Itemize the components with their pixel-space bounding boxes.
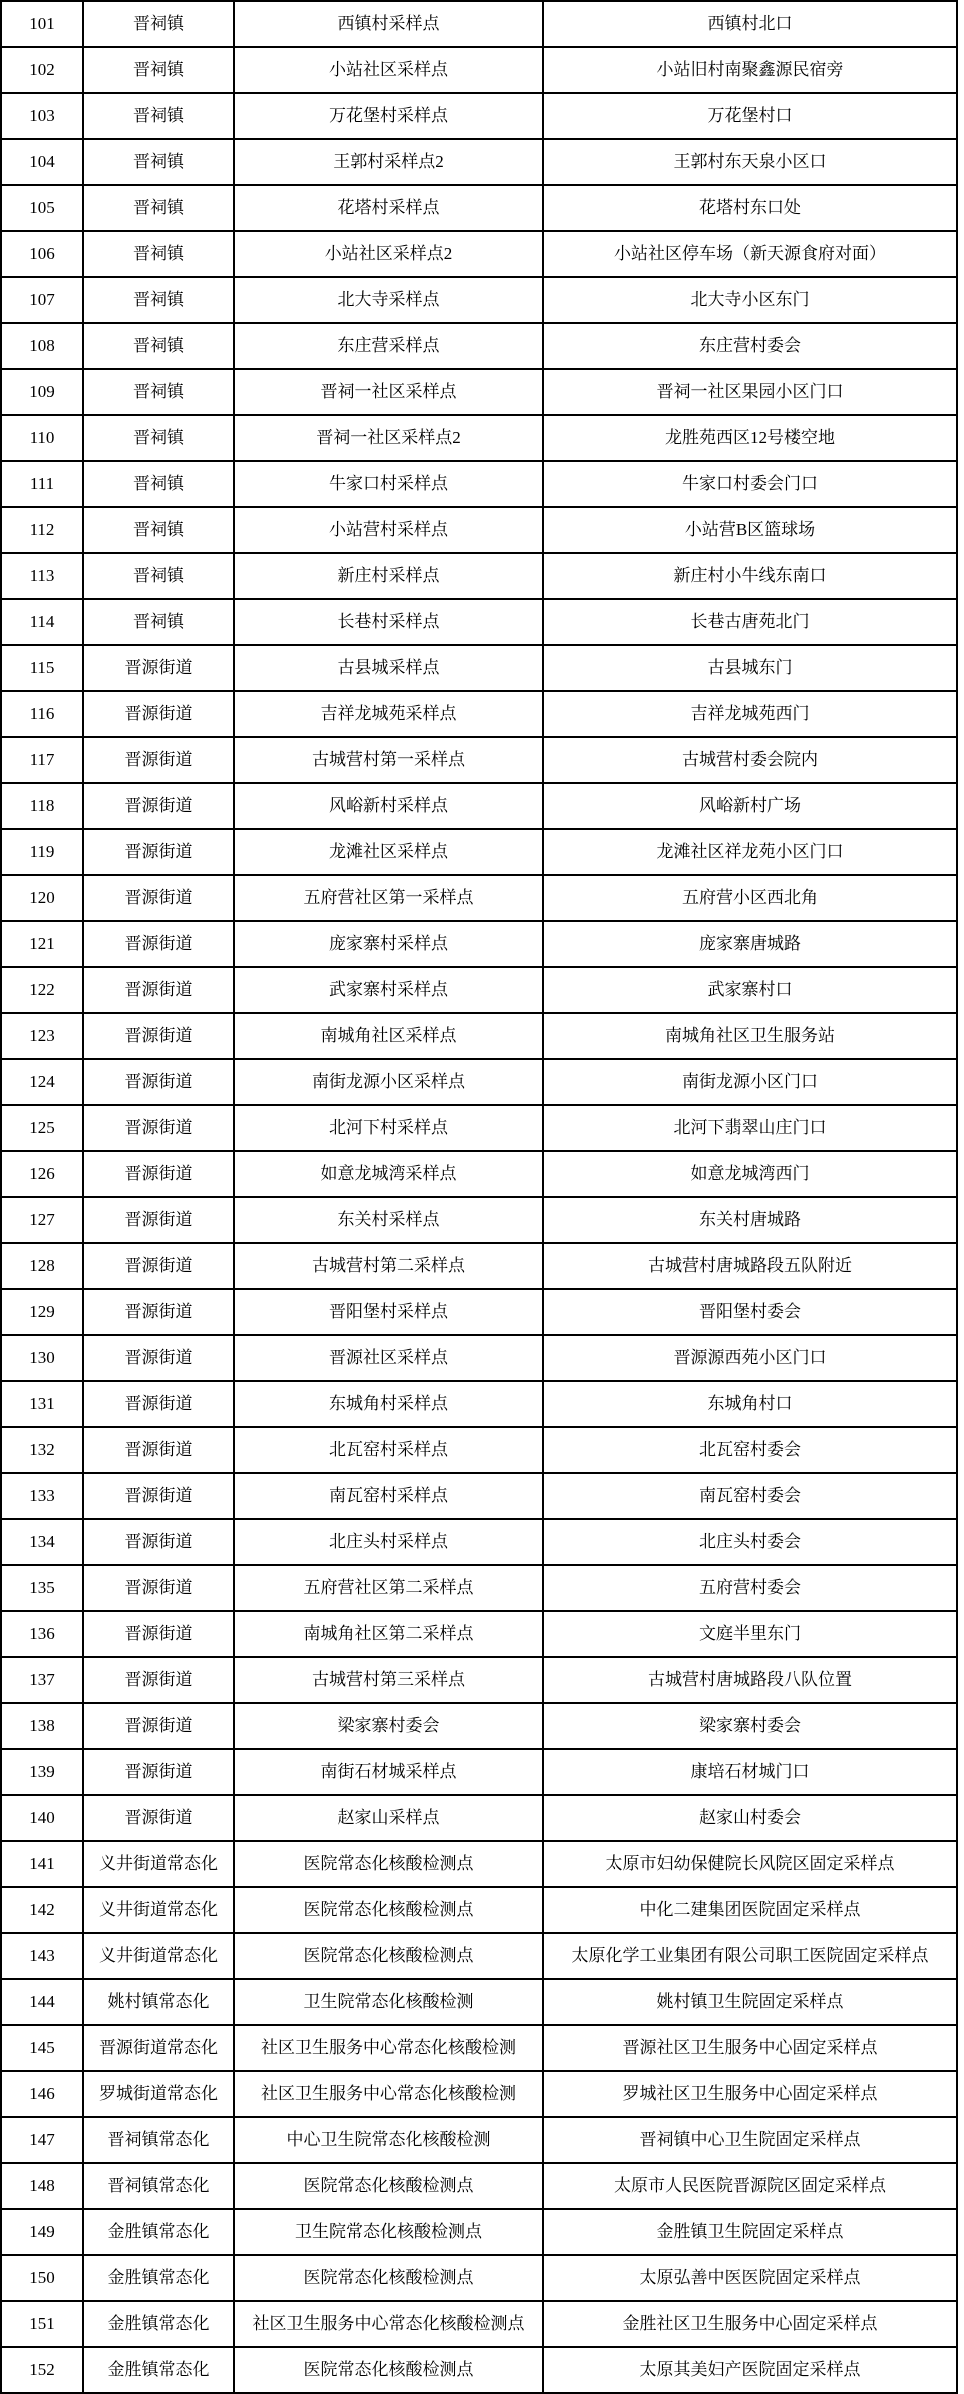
district-cell: 晋祠镇 [83,277,234,323]
row-number-cell: 110 [1,415,83,461]
site-name-cell: 花塔村采样点 [234,185,543,231]
table-row [1,829,957,875]
table-row [1,1887,957,1933]
location-cell: 文庭半里东门 [543,1611,957,1657]
location-cell: 万花堡村口 [543,93,957,139]
district-cell: 金胜镇常态化 [83,2347,234,2393]
site-name-cell: 古城营村第二采样点 [234,1243,543,1289]
location-cell: 龙胜苑西区12号楼空地 [543,415,957,461]
location-cell: 晋阳堡村委会 [543,1289,957,1335]
site-name-cell: 医院常态化核酸检测点 [234,1887,543,1933]
district-cell: 晋源街道 [83,875,234,921]
district-cell: 晋源街道 [83,1565,234,1611]
location-cell: 太原弘善中医医院固定采样点 [543,2255,957,2301]
table-row [1,2255,957,2301]
site-name-cell: 南城角社区采样点 [234,1013,543,1059]
district-cell: 晋祠镇 [83,1,234,47]
row-number-cell: 106 [1,231,83,277]
table-row [1,1381,957,1427]
district-cell: 晋祠镇 [83,185,234,231]
site-name-cell: 古城营村第一采样点 [234,737,543,783]
district-cell: 晋源街道 [83,783,234,829]
location-cell: 王郭村东天泉小区口 [543,139,957,185]
row-number-cell: 122 [1,967,83,1013]
row-number-cell: 117 [1,737,83,783]
table-row [1,2209,957,2255]
site-name-cell: 北庄头村采样点 [234,1519,543,1565]
location-cell: 牛家口村委会门口 [543,461,957,507]
table-row [1,967,957,1013]
district-cell: 金胜镇常态化 [83,2301,234,2347]
district-cell: 晋源街道 [83,1427,234,1473]
row-number-cell: 115 [1,645,83,691]
location-cell: 金胜镇卫生院固定采样点 [543,2209,957,2255]
location-cell: 北河下翡翠山庄门口 [543,1105,957,1151]
site-name-cell: 万花堡村采样点 [234,93,543,139]
district-cell: 晋源街道 [83,829,234,875]
table-row [1,2117,957,2163]
table-row [1,1657,957,1703]
district-cell: 晋源街道 [83,921,234,967]
district-cell: 姚村镇常态化 [83,1979,234,2025]
row-number-cell: 138 [1,1703,83,1749]
district-cell: 晋源街道 [83,691,234,737]
table-row [1,1749,957,1795]
district-cell: 义井街道常态化 [83,1933,234,1979]
district-cell: 晋源街道 [83,1795,234,1841]
location-cell: 赵家山村委会 [543,1795,957,1841]
site-name-cell: 南街石材城采样点 [234,1749,543,1795]
row-number-cell: 123 [1,1013,83,1059]
table-row [1,231,957,277]
row-number-cell: 146 [1,2071,83,2117]
row-number-cell: 101 [1,1,83,47]
table-row [1,1197,957,1243]
row-number-cell: 151 [1,2301,83,2347]
row-number-cell: 130 [1,1335,83,1381]
table-row [1,1565,957,1611]
table-row [1,139,957,185]
location-cell: 中化二建集团医院固定采样点 [543,1887,957,1933]
row-number-cell: 135 [1,1565,83,1611]
table-row [1,875,957,921]
district-cell: 晋源街道 [83,1703,234,1749]
table-row [1,1059,957,1105]
site-name-cell: 卫生院常态化核酸检测点 [234,2209,543,2255]
location-cell: 五府营小区西北角 [543,875,957,921]
row-number-cell: 145 [1,2025,83,2071]
location-cell: 南街龙源小区门口 [543,1059,957,1105]
table-row [1,1703,957,1749]
location-cell: 太原其美妇产医院固定采样点 [543,2347,957,2393]
row-number-cell: 134 [1,1519,83,1565]
location-cell: 东城角村口 [543,1381,957,1427]
location-cell: 庞家寨唐城路 [543,921,957,967]
site-name-cell: 北瓦窑村采样点 [234,1427,543,1473]
site-name-cell: 医院常态化核酸检测点 [234,1841,543,1887]
site-name-cell: 南瓦窑村采样点 [234,1473,543,1519]
row-number-cell: 133 [1,1473,83,1519]
row-number-cell: 131 [1,1381,83,1427]
district-cell: 晋源街道 [83,1381,234,1427]
site-name-cell: 中心卫生院常态化核酸检测 [234,2117,543,2163]
site-name-cell: 东城角村采样点 [234,1381,543,1427]
table-row [1,1335,957,1381]
site-name-cell: 长巷村采样点 [234,599,543,645]
site-name-cell: 吉祥龙城苑采样点 [234,691,543,737]
table-row [1,1611,957,1657]
table-row [1,645,957,691]
row-number-cell: 127 [1,1197,83,1243]
site-name-cell: 风峪新村采样点 [234,783,543,829]
district-cell: 晋源街道 [83,1243,234,1289]
district-cell: 罗城街道常态化 [83,2071,234,2117]
table-row [1,185,957,231]
table-row [1,1427,957,1473]
table-row [1,93,957,139]
site-name-cell: 晋祠一社区采样点 [234,369,543,415]
table-row [1,2071,957,2117]
row-number-cell: 116 [1,691,83,737]
site-name-cell: 医院常态化核酸检测点 [234,2163,543,2209]
location-cell: 长巷古唐苑北门 [543,599,957,645]
site-name-cell: 梁家寨村委会 [234,1703,543,1749]
row-number-cell: 107 [1,277,83,323]
table-row [1,323,957,369]
row-number-cell: 152 [1,2347,83,2393]
location-cell: 北庄头村委会 [543,1519,957,1565]
site-name-cell: 古县城采样点 [234,645,543,691]
site-name-cell: 庞家寨村采样点 [234,921,543,967]
row-number-cell: 113 [1,553,83,599]
location-cell: 新庄村小牛线东南口 [543,553,957,599]
row-number-cell: 137 [1,1657,83,1703]
table-row [1,1841,957,1887]
district-cell: 晋祠镇 [83,139,234,185]
site-name-cell: 南街龙源小区采样点 [234,1059,543,1105]
location-cell: 太原市人民医院晋源院区固定采样点 [543,2163,957,2209]
location-cell: 北大寺小区东门 [543,277,957,323]
location-cell: 小站社区停车场（新天源食府对面） [543,231,957,277]
table-row [1,277,957,323]
table-row [1,461,957,507]
table-row [1,921,957,967]
row-number-cell: 140 [1,1795,83,1841]
location-cell: 风峪新村广场 [543,783,957,829]
table-row [1,415,957,461]
district-cell: 晋源街道 [83,1611,234,1657]
location-cell: 太原化学工业集团有限公司职工医院固定采样点 [543,1933,957,1979]
site-name-cell: 武家寨村采样点 [234,967,543,1013]
site-name-cell: 小站社区采样点2 [234,231,543,277]
table-row [1,2163,957,2209]
site-name-cell: 北河下村采样点 [234,1105,543,1151]
table-row [1,47,957,93]
district-cell: 晋源街道 [83,1059,234,1105]
site-name-cell: 东庄营采样点 [234,323,543,369]
location-cell: 古城营村委会院内 [543,737,957,783]
row-number-cell: 103 [1,93,83,139]
table-row [1,507,957,553]
district-cell: 晋祠镇 [83,369,234,415]
row-number-cell: 114 [1,599,83,645]
table-row [1,783,957,829]
table-row [1,1473,957,1519]
district-cell: 晋祠镇常态化 [83,2163,234,2209]
site-name-cell: 西镇村采样点 [234,1,543,47]
row-number-cell: 124 [1,1059,83,1105]
row-number-cell: 126 [1,1151,83,1197]
table-row [1,691,957,737]
row-number-cell: 136 [1,1611,83,1657]
location-cell: 西镇村北口 [543,1,957,47]
row-number-cell: 141 [1,1841,83,1887]
site-name-cell: 五府营社区第一采样点 [234,875,543,921]
location-cell: 北瓦窑村委会 [543,1427,957,1473]
table-row [1,1289,957,1335]
district-cell: 晋源街道 [83,1473,234,1519]
row-number-cell: 144 [1,1979,83,2025]
row-number-cell: 139 [1,1749,83,1795]
district-cell: 晋源街道 [83,1657,234,1703]
district-cell: 晋源街道常态化 [83,2025,234,2071]
district-cell: 晋祠镇 [83,599,234,645]
site-name-cell: 社区卫生服务中心常态化核酸检测 [234,2025,543,2071]
site-name-cell: 如意龙城湾采样点 [234,1151,543,1197]
district-cell: 晋祠镇 [83,461,234,507]
table-row [1,1933,957,1979]
district-cell: 金胜镇常态化 [83,2209,234,2255]
site-name-cell: 牛家口村采样点 [234,461,543,507]
district-cell: 晋源街道 [83,1519,234,1565]
location-cell: 南城角社区卫生服务站 [543,1013,957,1059]
site-name-cell: 五府营社区第二采样点 [234,1565,543,1611]
table-row [1,2347,957,2393]
district-cell: 晋祠镇常态化 [83,2117,234,2163]
table-row [1,369,957,415]
table-row [1,599,957,645]
district-cell: 晋源街道 [83,967,234,1013]
location-cell: 梁家寨村委会 [543,1703,957,1749]
site-name-cell: 社区卫生服务中心常态化核酸检测点 [234,2301,543,2347]
location-cell: 康培石材城门口 [543,1749,957,1795]
location-cell: 姚村镇卫生院固定采样点 [543,1979,957,2025]
location-cell: 武家寨村口 [543,967,957,1013]
district-cell: 晋祠镇 [83,323,234,369]
site-name-cell: 东关村采样点 [234,1197,543,1243]
location-cell: 花塔村东口处 [543,185,957,231]
district-cell: 晋源街道 [83,1289,234,1335]
site-name-cell: 新庄村采样点 [234,553,543,599]
location-cell: 晋源源西苑小区门口 [543,1335,957,1381]
district-cell: 晋祠镇 [83,553,234,599]
location-cell: 晋祠一社区果园小区门口 [543,369,957,415]
row-number-cell: 143 [1,1933,83,1979]
row-number-cell: 104 [1,139,83,185]
row-number-cell: 111 [1,461,83,507]
row-number-cell: 128 [1,1243,83,1289]
location-cell: 晋祠镇中心卫生院固定采样点 [543,2117,957,2163]
site-name-cell: 医院常态化核酸检测点 [234,2255,543,2301]
table-row [1,2301,957,2347]
row-number-cell: 105 [1,185,83,231]
district-cell: 晋祠镇 [83,93,234,139]
district-cell: 晋源街道 [83,1749,234,1795]
district-cell: 晋祠镇 [83,47,234,93]
site-name-cell: 南城角社区第二采样点 [234,1611,543,1657]
district-cell: 晋祠镇 [83,415,234,461]
table-row [1,737,957,783]
location-cell: 如意龙城湾西门 [543,1151,957,1197]
row-number-cell: 132 [1,1427,83,1473]
row-number-cell: 125 [1,1105,83,1151]
district-cell: 晋源街道 [83,1197,234,1243]
site-name-cell: 小站社区采样点 [234,47,543,93]
location-cell: 古城营村唐城路段五队附近 [543,1243,957,1289]
site-name-cell: 医院常态化核酸检测点 [234,2347,543,2393]
row-number-cell: 121 [1,921,83,967]
district-cell: 晋源街道 [83,737,234,783]
location-cell: 小站营B区篮球场 [543,507,957,553]
table-row [1,1979,957,2025]
district-cell: 晋源街道 [83,1151,234,1197]
site-name-cell: 晋源社区采样点 [234,1335,543,1381]
location-cell: 晋源社区卫生服务中心固定采样点 [543,2025,957,2071]
district-cell: 晋源街道 [83,1335,234,1381]
row-number-cell: 102 [1,47,83,93]
table-row [1,1,957,47]
location-cell: 太原市妇幼保健院长风院区固定采样点 [543,1841,957,1887]
row-number-cell: 119 [1,829,83,875]
table-row [1,1013,957,1059]
site-name-cell: 医院常态化核酸检测点 [234,1933,543,1979]
district-cell: 金胜镇常态化 [83,2255,234,2301]
district-cell: 晋源街道 [83,1105,234,1151]
row-number-cell: 109 [1,369,83,415]
site-name-cell: 龙滩社区采样点 [234,829,543,875]
site-name-cell: 小站营村采样点 [234,507,543,553]
location-cell: 罗城社区卫生服务中心固定采样点 [543,2071,957,2117]
table-row [1,1519,957,1565]
location-cell: 东关村唐城路 [543,1197,957,1243]
location-cell: 东庄营村委会 [543,323,957,369]
location-cell: 南瓦窑村委会 [543,1473,957,1519]
site-name-cell: 卫生院常态化核酸检测 [234,1979,543,2025]
table-row [1,1151,957,1197]
district-cell: 晋源街道 [83,1013,234,1059]
district-cell: 晋源街道 [83,645,234,691]
row-number-cell: 108 [1,323,83,369]
row-number-cell: 148 [1,2163,83,2209]
site-name-cell: 社区卫生服务中心常态化核酸检测 [234,2071,543,2117]
site-name-cell: 北大寺采样点 [234,277,543,323]
site-name-cell: 赵家山采样点 [234,1795,543,1841]
location-cell: 古城营村唐城路段八队位置 [543,1657,957,1703]
district-cell: 晋祠镇 [83,231,234,277]
row-number-cell: 149 [1,2209,83,2255]
site-name-cell: 晋祠一社区采样点2 [234,415,543,461]
location-cell: 金胜社区卫生服务中心固定采样点 [543,2301,957,2347]
district-cell: 晋祠镇 [83,507,234,553]
location-cell: 吉祥龙城苑西门 [543,691,957,737]
table-row [1,1105,957,1151]
row-number-cell: 112 [1,507,83,553]
table-row [1,1795,957,1841]
table-body [1,1,957,2393]
table-row [1,2025,957,2071]
row-number-cell: 142 [1,1887,83,1933]
table-row [1,1243,957,1289]
row-number-cell: 120 [1,875,83,921]
site-name-cell: 王郭村采样点2 [234,139,543,185]
row-number-cell: 147 [1,2117,83,2163]
site-name-cell: 古城营村第三采样点 [234,1657,543,1703]
location-cell: 小站旧村南聚鑫源民宿旁 [543,47,957,93]
row-number-cell: 150 [1,2255,83,2301]
row-number-cell: 118 [1,783,83,829]
table-row [1,553,957,599]
district-cell: 义井街道常态化 [83,1887,234,1933]
site-name-cell: 晋阳堡村采样点 [234,1289,543,1335]
district-cell: 义井街道常态化 [83,1841,234,1887]
location-cell: 龙滩社区祥龙苑小区门口 [543,829,957,875]
location-cell: 古县城东门 [543,645,957,691]
location-cell: 五府营村委会 [543,1565,957,1611]
row-number-cell: 129 [1,1289,83,1335]
